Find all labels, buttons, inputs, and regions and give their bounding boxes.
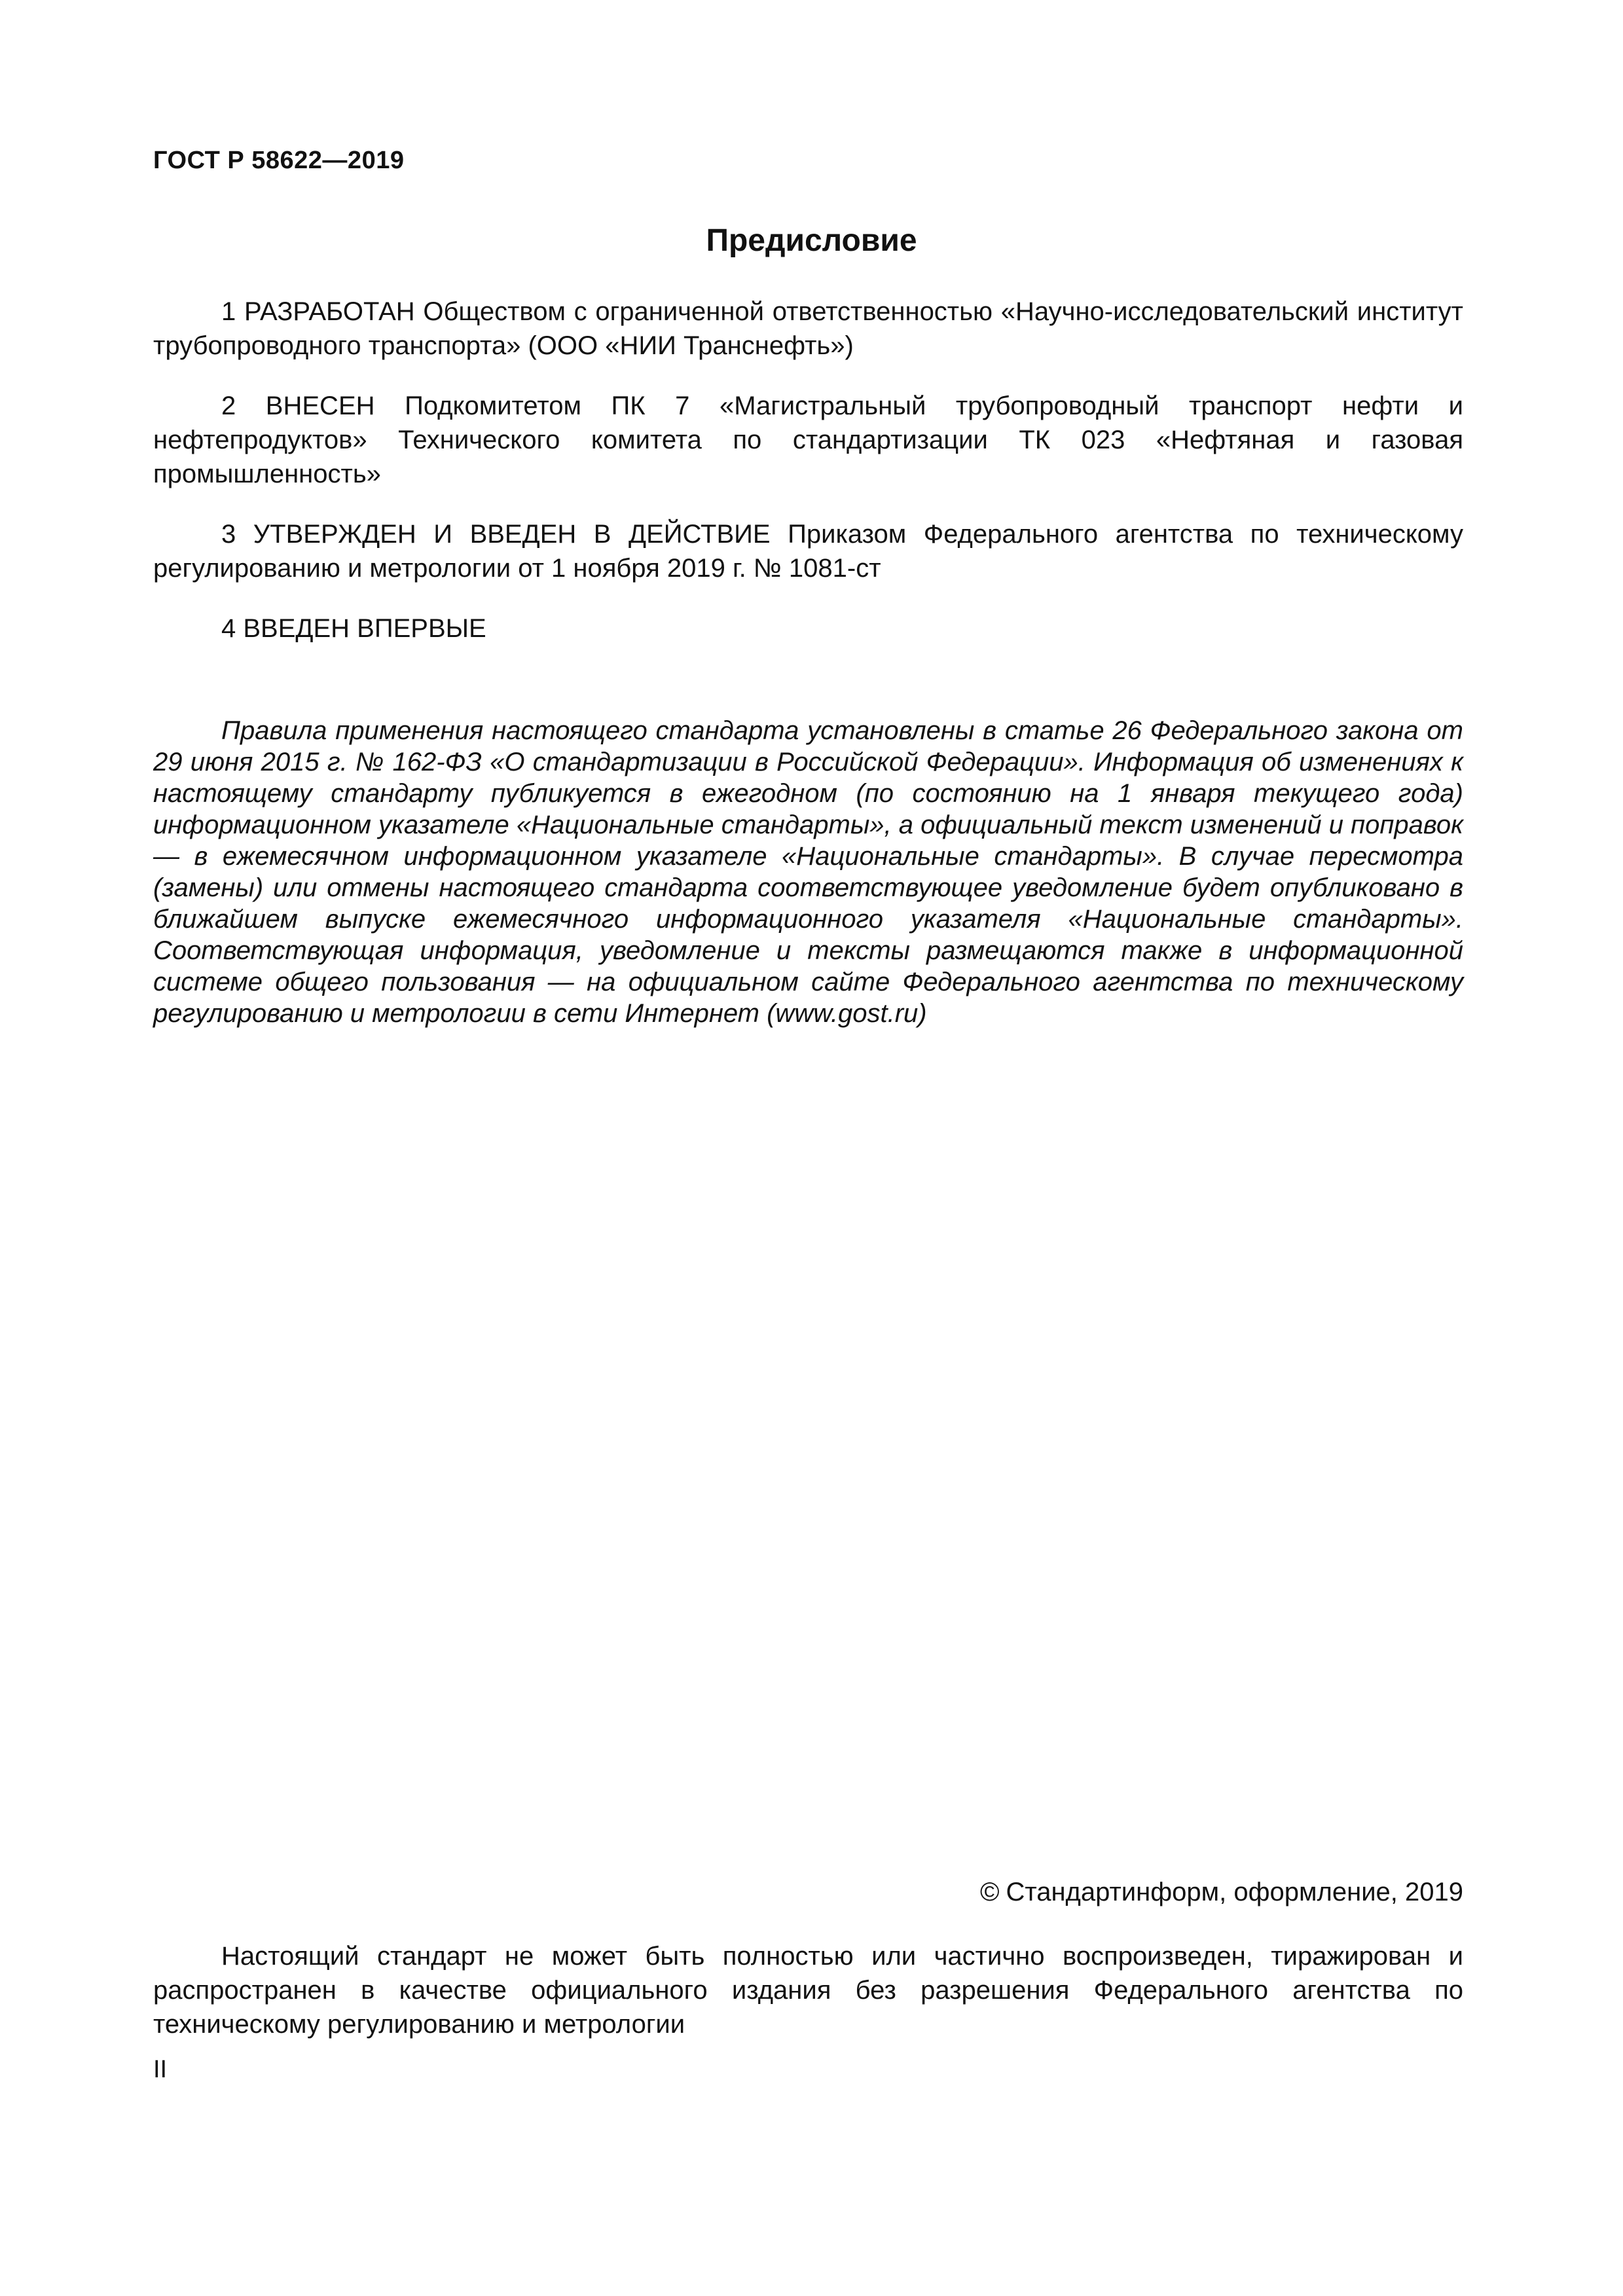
preface-item-submitted-by: 2 ВНЕСЕН Подкомитетом ПК 7 «Магистральный трубопроводный транспорт нефти и нефтепродуктов» Технического комитета по стандартизации ТК 023 «Нефтяная и газовая промышленность» (153, 392, 1463, 488)
page-title: Предисловие (706, 223, 917, 258)
copyright-line (980, 1878, 1463, 1907)
preface-item-introduced: 4 ВВЕДЕН ВПЕРВЫЕ (221, 614, 486, 643)
usage-rules-note: Правила применения настоящего стандарта установлены в статье 26 Федерального закона от 29 июня 2015 г. № 162-ФЗ «О стандартизации в Российской Федерации». Информация об изменениях к настоящему стандарту публикуется в ежегодном (по состоянию на 1 января текущего года) информационном указателе «Национальные стандарты», а официальный текст изменений и поправок — в ежемесячном информационном указателе «Национальные стандарты». В случае пересмотра (замены) или отмены настоящего стандарта соответствующее уведомление будет опубликовано в ближайшем выпуске ежемесячного информационного указателя «Национальные стандарты». Соответствующая информация, уведомление и тексты размещаются также в информационной системе общего пользования — на официальном сайте Федерального агентства по техническому регулированию и метрологии в сети Интернет (www.gost.ru) (153, 716, 1463, 1028)
document-code-header: ГОСТ Р 58622—2019 (153, 147, 405, 174)
copyright-text: Стандартинформ, оформление, 2019 (1006, 1878, 1463, 1906)
preface-item-developed-by: 1 РАЗРАБОТАН Обществом с ограниченной ответственностью «Научно-исследовательский институт трубопроводного транспорта» (ООО «НИИ Транснефть») (153, 297, 1463, 360)
reproduction-restriction-note: Настоящий стандарт не может быть полностью или частично воспроизведен, тиражирован и распространен в качестве официального издания без разрешения Федерального агентства по техническому регулированию и метрологии (153, 1942, 1463, 2039)
preface-list (153, 295, 1463, 672)
page-number: II (153, 2056, 168, 2083)
copyright-symbol: © (979, 1878, 1000, 1906)
preface-item-approved: 3 УТВЕРЖДЕН И ВВЕДЕН В ДЕЙСТВИЕ Приказом Федерального агентства по техническому регулированию и метрологии от 1 ноября 2019 г. № 1081-ст (153, 520, 1463, 583)
